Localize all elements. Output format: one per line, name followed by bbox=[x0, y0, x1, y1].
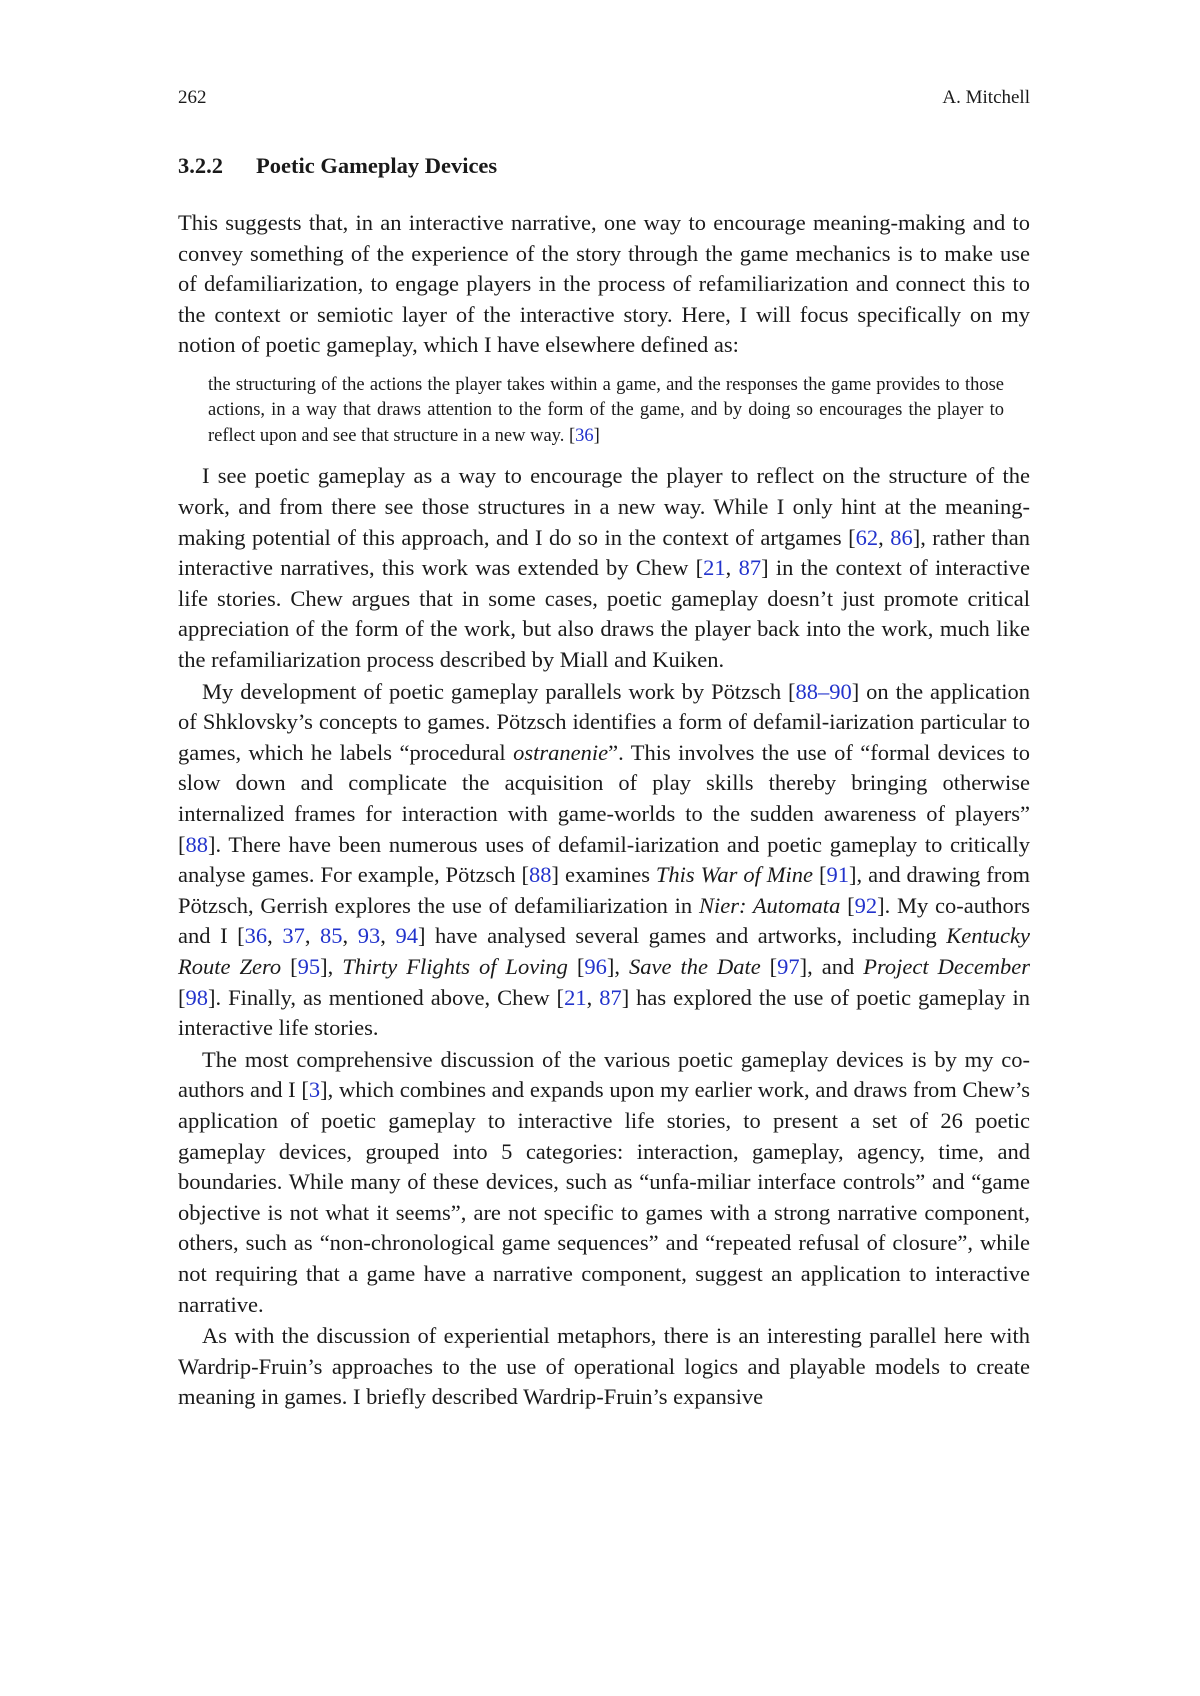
separator: , bbox=[380, 923, 396, 949]
citation-link[interactable]: 37 bbox=[282, 923, 305, 949]
section-heading bbox=[178, 152, 1030, 180]
paragraph-text: ] has explored the use of poetic gameplay in interactive life stories. bbox=[178, 984, 1031, 1041]
paragraph-text: [ bbox=[281, 953, 298, 979]
citation-link[interactable]: 21 bbox=[564, 984, 587, 1010]
game-title: This War of Mine bbox=[655, 862, 814, 888]
game-title: Nier: Automata bbox=[698, 892, 841, 918]
block-quote bbox=[208, 373, 1004, 450]
quote-text: the structuring of the actions the player takes within a game, and the responses the game provides to those actions, in a way that draws attention to the form of the game, and by doing so encourages the player to reflect upon and see that structure in a new way. [ bbox=[208, 374, 1004, 446]
citation-link[interactable]: 92 bbox=[854, 892, 878, 918]
paragraph-text: ] in the context of interactive life stories. Chew argues that in some cases, poetic gameplay doesn’t just promote critical appreciation of the form of the work, but also draws the player back into the work, much like the refamiliarization process described by Miall and Kuiken. bbox=[178, 555, 1030, 673]
running-head bbox=[178, 86, 1030, 110]
paragraph-text: [ bbox=[840, 892, 855, 918]
citation-link[interactable]: 36 bbox=[575, 425, 594, 446]
quote-text: ] bbox=[593, 425, 600, 446]
paragraph-text: ], which combines and expands upon my earlier work, and draws from Chew’s application of poetic gameplay to interactive life stories, to present a set of 26 poetic gameplay devices, grouped into 5 categories: interaction, gameplay, agency, time, and boundaries. While many of these devices, such as “unfa-miliar interface controls” and “game objective is not what it seems”, are not specific to games with a strong narrative component, others, such as “non-chronological game sequences” and “repeated refusal of closure”, while not requiring that a game have a narrative component, suggest an application to interactive narrative. bbox=[178, 1077, 1030, 1317]
paragraph-text: [ bbox=[178, 984, 186, 1010]
paragraph-text: ] on the application of Shklovsky’s concepts to games. Pötzsch identifies a form of defamil-iarization particular to games, which he labels “procedural bbox=[178, 678, 1030, 765]
separator: , bbox=[267, 923, 283, 949]
separator: , bbox=[342, 923, 358, 949]
paragraph-text: ], and drawing from Pötzsch, Gerrish explores the use of defamiliarization in bbox=[178, 862, 1030, 918]
paragraph-text: [ bbox=[760, 953, 778, 979]
section-title: Poetic Gameplay Devices bbox=[256, 153, 498, 178]
paragraph-text: ] examines bbox=[551, 862, 656, 888]
running-author: A. Mitchell bbox=[942, 87, 1030, 108]
citation-link[interactable]: 36 bbox=[244, 923, 268, 949]
citation-link[interactable]: 95 bbox=[297, 953, 321, 979]
paragraph-text: I see poetic gameplay as a way to encourage the player to reflect on the structure of the work, and from there see those structures in a new way. While I only hint at the meaning-making potential of this approach, and I do so in the context of artgames [ bbox=[178, 463, 1030, 550]
paragraph-5 bbox=[178, 1321, 1030, 1413]
paragraph-text: [ bbox=[567, 953, 585, 979]
paragraph-3 bbox=[178, 677, 1030, 1044]
paragraph-text: ] have analysed several games and artworks, including bbox=[417, 923, 947, 949]
paragraph-text: [ bbox=[813, 862, 827, 888]
paragraph-text: ]. My co-authors and I [ bbox=[178, 892, 1031, 949]
paragraph-text: This suggests that, in an interactive narrative, one way to encourage meaning-making and to convey something of the experience of the story through the game mechanics is to make use of defamiliarization, to engage players in the process of refamiliarization and connect this to the context or semiotic layer of the interactive story. Here, I will focus specifically on my notion of poetic gameplay, which I have elsewhere defined as: bbox=[178, 210, 1030, 358]
citation-link[interactable]: 98 bbox=[185, 984, 208, 1010]
paragraph-text: ], bbox=[320, 953, 343, 979]
page-number: 262 bbox=[178, 87, 207, 108]
game-title: Thirty Flights of Loving bbox=[342, 953, 568, 979]
separator: , bbox=[586, 984, 600, 1010]
citation-link[interactable]: 88–90 bbox=[795, 678, 852, 704]
citation-link[interactable]: 87 bbox=[599, 984, 622, 1010]
paragraph-text: ], bbox=[606, 953, 630, 979]
game-title: Kentucky Route Zero bbox=[178, 923, 1030, 979]
citation-link[interactable]: 97 bbox=[777, 953, 800, 979]
paragraph-text: ], rather than interactive narratives, this work was extended by Chew [ bbox=[178, 524, 1031, 581]
game-title: Save the Date bbox=[629, 953, 761, 979]
game-title: Project December bbox=[863, 953, 1031, 979]
paragraph-text: ]. There have been numerous uses of defamil-iarization and poetic gameplay to critically analyse games. For example, Pötzsch [ bbox=[178, 831, 1030, 888]
separator: , bbox=[878, 524, 891, 550]
separator: , bbox=[304, 923, 321, 949]
citation-link[interactable]: 85 bbox=[320, 923, 343, 949]
citation-link[interactable]: 3 bbox=[308, 1077, 321, 1103]
citation-link[interactable]: 62 bbox=[855, 524, 879, 550]
italic-term: ostranenie bbox=[513, 739, 609, 765]
citation-link[interactable]: 88 bbox=[529, 862, 552, 888]
paragraph-text: As with the discussion of experiential metaphors, there is an interesting parallel here with Wardrip-Fruin’s approaches to the use of operational logics and playable models to create meaning in games. I briefly described Wardrip-Fruin’s expansive bbox=[178, 1323, 1030, 1410]
citation-link[interactable]: 93 bbox=[357, 923, 381, 949]
separator: , bbox=[725, 555, 739, 581]
paragraph-1 bbox=[178, 208, 1030, 361]
citation-link[interactable]: 87 bbox=[738, 555, 762, 581]
citation-link[interactable]: 88 bbox=[185, 831, 208, 857]
paragraph-2 bbox=[178, 461, 1030, 675]
citation-link[interactable]: 86 bbox=[890, 524, 913, 550]
citation-link[interactable]: 94 bbox=[395, 923, 418, 949]
paragraph-text: ”. This involves the use of “formal devices to slow down and complicate the acquisition of play skills thereby bringing otherwise internalized frames for interaction with game-worlds to the sudden awareness of players” [ bbox=[178, 739, 1030, 857]
citation-link[interactable]: 96 bbox=[584, 953, 607, 979]
paragraph-text: The most comprehensive discussion of the various poetic gameplay devices is by my co-authors and I [ bbox=[178, 1046, 1030, 1103]
paragraph-text: ]. Finally, as mentioned above, Chew [ bbox=[208, 984, 565, 1010]
citation-link[interactable]: 21 bbox=[703, 555, 726, 581]
paragraph-text: ], and bbox=[799, 953, 864, 979]
page bbox=[178, 86, 1030, 1413]
paragraph-text: My development of poetic gameplay parallels work by Pötzsch [ bbox=[202, 678, 796, 704]
paragraph-4 bbox=[178, 1045, 1030, 1320]
citation-link[interactable]: 91 bbox=[826, 862, 849, 888]
section-number: 3.2.2 bbox=[178, 153, 223, 178]
